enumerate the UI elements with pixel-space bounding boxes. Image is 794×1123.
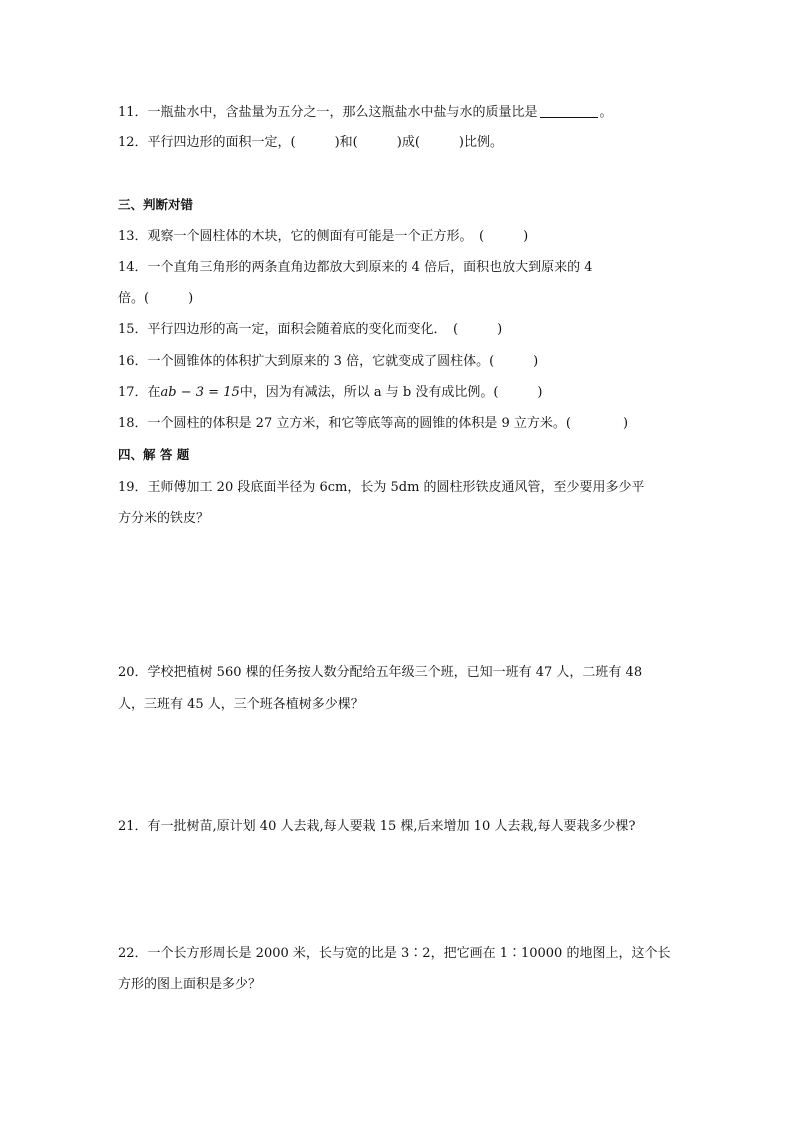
formula: ab − 3 = 15 bbox=[160, 385, 240, 400]
question-19-line1: 19．王师傅加工 20 段底面半径为 6cm，长为 5dm 的圆柱形铁皮通风管，至少要用多少平 bbox=[118, 480, 645, 495]
section-heading-judge: 三、判断对错 bbox=[118, 197, 194, 212]
question-16: 16．一个圆锥体的体积扩大到原来的 3 倍，它就变成了圆柱体。( ) bbox=[118, 354, 539, 369]
question-19-line2: 方分米的铁皮？ bbox=[118, 511, 210, 526]
question-14-line1: 14．一个直角三角形的两条直角边都放大到原来的 4 倍后，面积也放大到原来的 4 bbox=[118, 260, 593, 275]
question-17: 17．在ab − 3 = 15中，因为有减法，所以 a 与 b 没有成比例。( ) bbox=[118, 385, 543, 400]
question-21: 21．有一批树苗,原计划 40 人去栽,每人要栽 15 棵,后来增加 10 人去栽,每人要栽多少棵? bbox=[118, 819, 636, 834]
question-20-line2: 人，三班有 45 人，三个班各植树多少棵？ bbox=[118, 697, 364, 712]
question-20-line1: 20．学校把植树 560 棵的任务按人数分配给五年级三个班，已知一班有 47 人，二班有 48 bbox=[118, 665, 643, 680]
question-11: 11．一瓶盐水中，含盐量为五分之一，那么这瓶盐水中盐与水的质量比是 。 bbox=[118, 105, 613, 120]
answer-blank[interactable] bbox=[540, 104, 598, 118]
question-22-line1: 22．一个长方形周长是 2000 米，长与宽的比是 3∶2，把它画在 1∶10000 的地图上，这个长 bbox=[118, 946, 671, 961]
question-12: 12．平行四边形的面积一定，( )和( )成( )比例。 bbox=[118, 135, 503, 150]
question-13: 13．观察一个圆柱体的木块，它的侧面有可能是一个正方形。 ( ) bbox=[118, 229, 529, 244]
question-18: 18．一个圆柱的体积是 27 立方米，和它等底等高的圆锥的体积是 9 立方米。( ) bbox=[118, 416, 629, 431]
question-15: 15．平行四边形的高一定，面积会随着底的变化而变化． ( ) bbox=[118, 322, 503, 337]
question-22-line2: 方形的图上面积是多少？ bbox=[118, 977, 262, 992]
section-heading-solve: 四、解 答 题 bbox=[118, 447, 190, 462]
question-14-line2: 倍。( ) bbox=[118, 291, 194, 306]
